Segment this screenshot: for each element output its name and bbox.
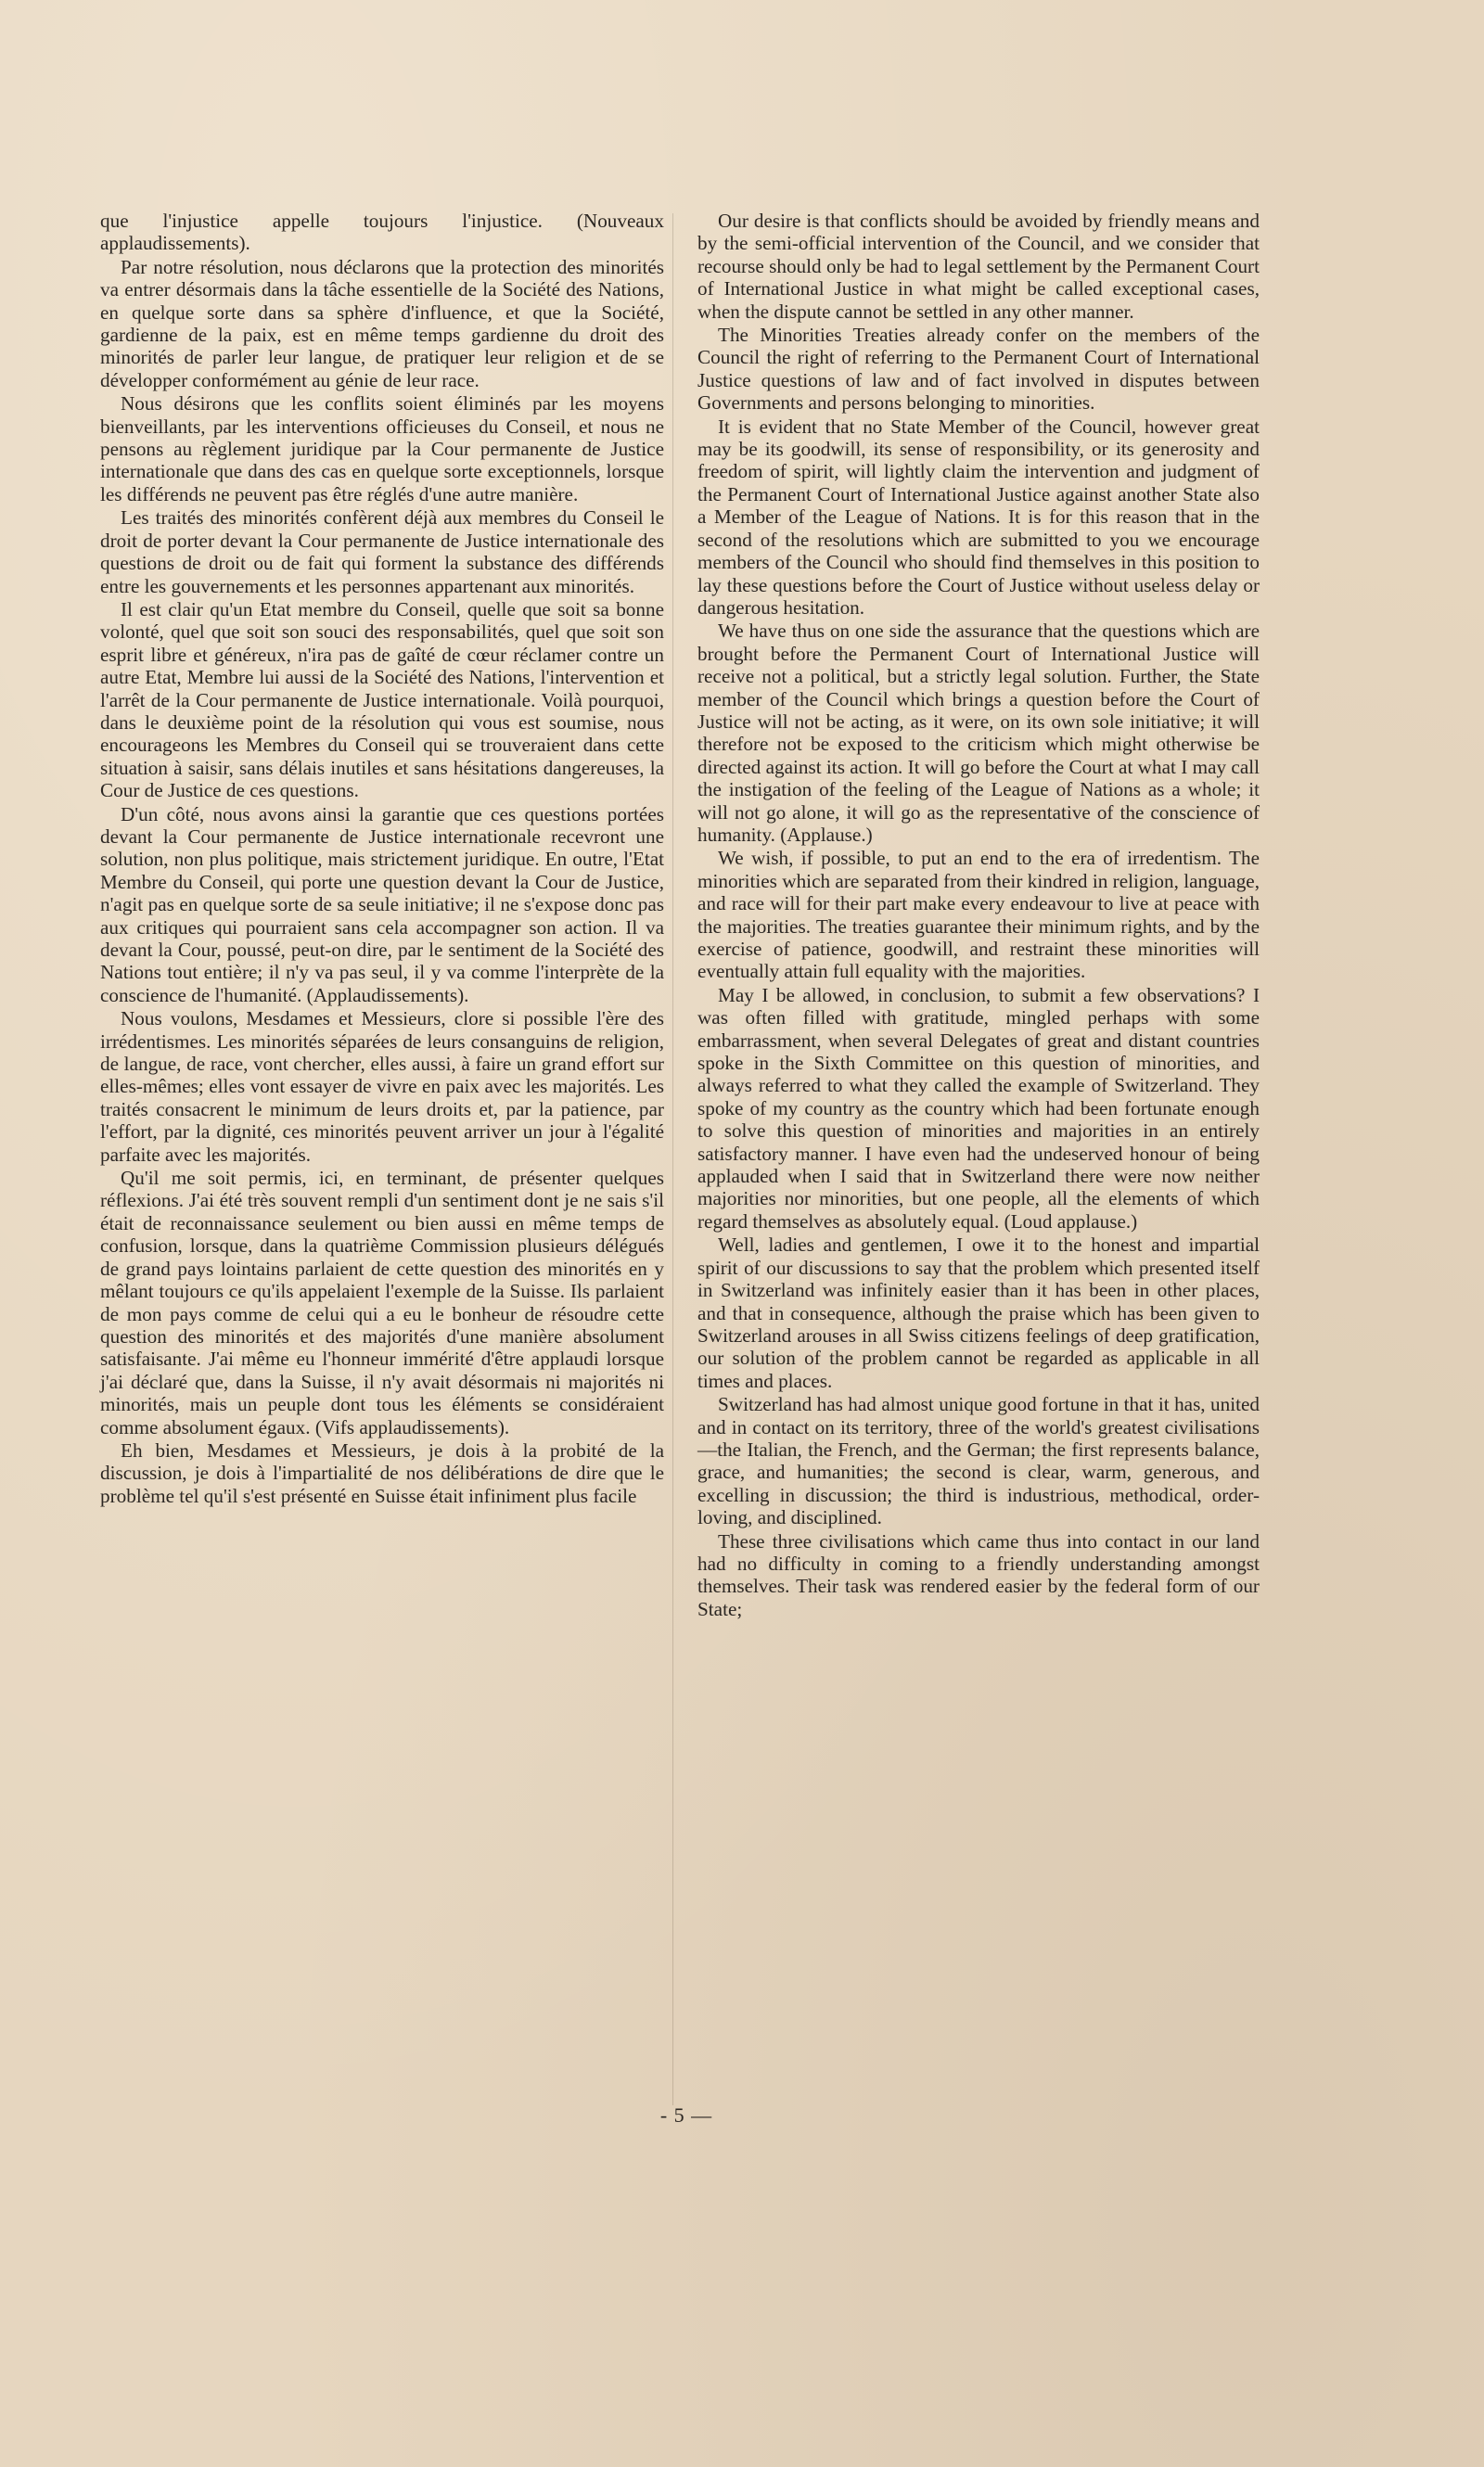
paragraph: It is evident that no State Member of the Council, however great may be its goodwill, its sense of responsibility, or its generosity and freedom of spirit, will lightly claim the intervention and judgment of the Permanent Court of International Justice against another State also a Member of the League of Nations. It is for this reason that in the second of the resolutions which are submitted to you we encourage members of the Council who should find themselves in this position to lay these questions before the Court of Justice without useless delay or dangerous hesitation.: [697, 415, 1260, 619]
french-column: [100, 210, 664, 1507]
paragraph: Les traités des minorités confèrent déjà aux membres du Conseil le droit de porter devant la Cour permanente de Justice internationale des questions de droit ou de fait qui forment la substance des différends entre les gouvernements et les personnes appartenant aux minorités.: [100, 506, 664, 597]
paragraph: We have thus on one side the assurance that the questions which are brought before the Permanent Court of International Justice will receive not a political, but a strictly legal solution. Further, the State member of the Council which brings a question before the Court of Justice will not be acting, as it were, on its own sole initiative; it will therefore not be exposed to the criticism which might otherwise be directed against its action. It will go before the Court at what I may call the instigation of the feeling of the League of Nations as a whole; it will not go alone, it will go as the representative of the conscience of humanity. (Applause.): [697, 620, 1260, 846]
paragraph: Eh bien, Mesdames et Messieurs, je dois à la probité de la discussion, je dois à l'impartialité de nos délibérations de dire que le problème tel qu'il s'est présenté en Suisse était infiniment plus facile: [100, 1438, 664, 1507]
paragraph: Our desire is that conflicts should be avoided by friendly means and by the semi-official intervention of the Council, and we consider that recourse should only be had to legal settlement by the Permanent Court of International Justice in what might be called exceptional cases, when the dispute cannot be settled in any other manner.: [697, 210, 1260, 323]
paragraph: Nous voulons, Mesdames et Messieurs, clore si possible l'ère des irrédentismes. Les minorités séparées de leurs consanguins de religion, de langue, de race, vont chercher, elles aussi, à faire un grand effort sur elles-mêmes; elles vont essayer de vivre en paix avec les majorités. Les traités consacrent le minimum de leurs droits et, par la patience, par l'effort, par la dignité, ces minorités peuvent arriver un jour à l'égalité parfaite avec les majorités.: [100, 1007, 664, 1166]
column-divider: [672, 213, 673, 2105]
paragraph: May I be allowed, in conclusion, to submit a few observations? I was often filled with gratitude, mingled perhaps with some embarrassment, when several Delegates of great and distant countries spoke in the Sixth Committee on this question of minorities, and always referred to what they called the example of Switzerland. They spoke of my country as the country which had been fortunate enough to solve this question of minorities and majorities in an entirely satisfactory manner. I have even had the undeserved honour of being applauded when I said that in Switzerland there were now neither majorities nor minorities, but one people, all the elements of which regard themselves as absolutely equal. (Loud applause.): [697, 983, 1260, 1233]
paragraph: que l'injustice appelle toujours l'injustice. (Nouveaux applaudissements).: [100, 210, 664, 255]
paragraph: We wish, if possible, to put an end to the era of irredentism. The minorities which are separated from their kindred in religion, language, and race will for their part make every endeavour to live at peace with the majorities. The treaties guarantee their minimum rights, and by the exercise of patience, goodwill, and restraint these minorities will eventually attain full equality with the majorities.: [697, 847, 1260, 983]
paragraph: Switzerland has had almost unique good fortune in that it has, united and in contact on its territory, three of the world's greatest civilisations—the Italian, the French, and the German; the first represents balance, grace, and humanities; the second is clear, warm, generous, and excelling in discussion; the third is industrious, methodical, order-loving, and disciplined.: [697, 1393, 1260, 1529]
paragraph: These three civilisations which came thus into contact in our land had no difficulty in coming to a friendly understanding amongst themselves. Their task was rendered easier by the federal form of our State;: [697, 1529, 1260, 1620]
paragraph: The Minorities Treaties already confer on the members of the Council the right of referring to the Permanent Court of International Justice questions of law and of fact involved in disputes between Governments and persons belonging to minorities.: [697, 324, 1260, 415]
paragraph: Nous désirons que les conflits soient éliminés par les moyens bienveillants, par les interventions officieuses du Conseil, et nous ne pensons au règlement juridique par la Cour permanente de Justice internationale que dans des cas en quelque sorte exceptionnels, lorsque les différends ne peuvent pas être réglés d'une autre manière.: [100, 392, 664, 505]
paragraph: Well, ladies and gentlemen, I owe it to the honest and impartial spirit of our discussions to say that the problem which presented itself in Switzerland was infinitely easier than it has been in other places, and that in consequence, although the praise which has been given to Switzerland arouses in all Swiss citizens feelings of deep gratification, our solution of the problem cannot be regarded as applicable in all times and places.: [697, 1234, 1260, 1392]
page-number: - 5 —: [659, 2103, 713, 2127]
paragraph: Qu'il me soit permis, ici, en terminant, de présenter quelques réflexions. J'ai été très souvent rempli d'un sentiment dont je ne sais s'il était de reconnaissance seulement ou bien aussi en même temps de confusion, lorsque, dans la quatrième Commission plusieurs délégués de grand pays lointains parlaient de cette question des minorités en y mêlant toujours ce qu'ils appelaient l'exemple de la Suisse. Ils parlaient de mon pays comme de celui qui a eu le bonheur de résoudre cette question des minorités et des majorités d'une manière absolument satisfaisante. J'ai même eu l'honneur immérité d'être applaudi lorsque j'ai déclaré que, dans la Suisse, il n'y avait désormais ni majorités ni minorités, mais un peuple dont tous les éléments se considéraient comme absolument égaux. (Vifs applaudissements).: [100, 1167, 664, 1438]
paragraph: Il est clair qu'un Etat membre du Conseil, quelle que soit sa bonne volonté, quel que soit son souci des responsabilités, quel que soit son esprit libre et généreux, n'ira pas de gaîté de cœur réclamer contre un autre Etat, Membre lui aussi de la Société des Nations, l'intervention et l'arrêt de la Cour permanente de Justice internationale. Voilà pourquoi, dans le deuxième point de la résolution qui vous est soumise, nous encourageons les Membres du Conseil qui se trouveraient dans cette situation à saisir, sans délais inutiles et sans hésitations dangereuses, la Cour de Justice de ces questions.: [100, 597, 664, 802]
paragraph: D'un côté, nous avons ainsi la garantie que ces questions portées devant la Cour permanente de Justice internationale recevront une solution, non plus politique, mais strictement juridique. En outre, l'Etat Membre du Conseil, qui porte une question devant la Cour de Justice, n'agit pas en quelque sorte de sa seule initiative; il ne s'expose donc pas aux critiques qui pourraient sans cela accompagner son action. Il va devant la Cour, poussé, peut-on dire, par le sentiment de la Société des Nations tout entière; il n'y va pas seul, il y va comme l'interprète de la conscience de l'humanité. (Applaudissements).: [100, 802, 664, 1006]
english-column: [697, 210, 1260, 1620]
paragraph: Par notre résolution, nous déclarons que la protection des minorités va entrer désormais dans la tâche essentielle de la Société des Nations, en quelque sorte dans sa sphère d'influence, et que la Société, gardienne de la paix, est en même temps gardienne du droit des minorités de parler leur langue, de pratiquer leur religion et de se développer conformément au génie de leur race.: [100, 255, 664, 391]
